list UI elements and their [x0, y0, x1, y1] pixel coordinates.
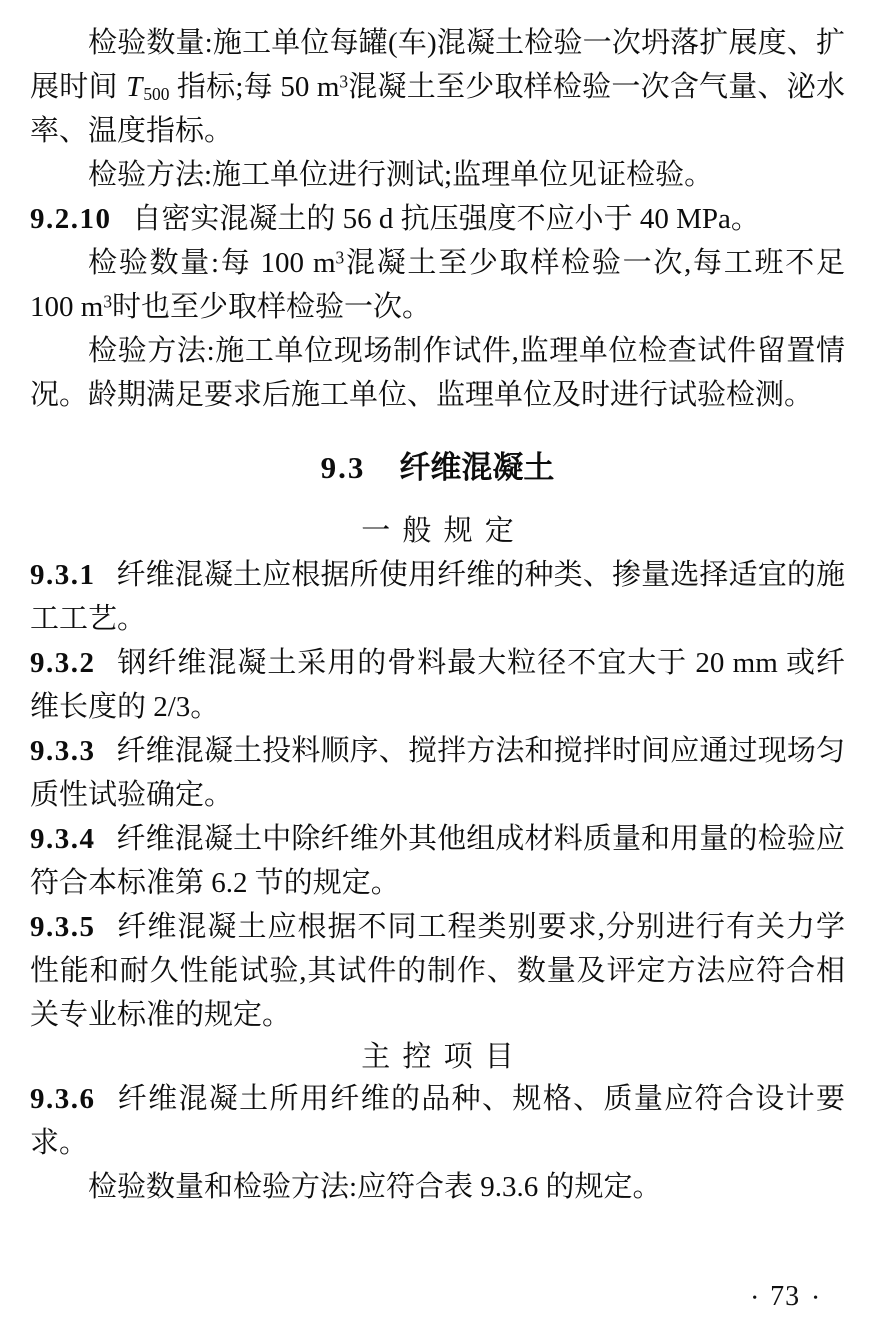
- subscript-500: 500: [143, 83, 170, 104]
- clause-number: 9.3.6: [30, 1083, 96, 1115]
- text-run: 钢纤维混凝土采用的骨料最大粒径不宜大于 20 mm 或纤维长度的 2/3。: [30, 647, 845, 723]
- superscript-cubic: 3: [339, 71, 349, 92]
- text-run: 混凝土至少取样检验一次含气量、泌水率、温度指标。: [30, 71, 845, 147]
- text-run: 检验数量:施工单位每罐(车)混凝土检验一次坍落扩展度、扩展时间: [30, 27, 845, 103]
- section-number: 9.3: [320, 450, 366, 485]
- text-run: 纤维混凝土中除纤维外其他组成材料质量和用量的检验应符合本标准第 6.2 节的规定。: [30, 823, 845, 899]
- clause-number: 9.2.10: [30, 203, 112, 235]
- text-run: 指标;每 50 m: [169, 71, 340, 103]
- text-run: 纤维混凝土投料顺序、搅拌方法和搅拌时间应通过现场匀质性试验确定。: [30, 735, 845, 811]
- paragraph-inspection-quantity-9-2: [30, 21, 845, 153]
- paragraph-inspection-method-9-2: [30, 153, 845, 197]
- text-run: 纤维混凝土应根据所使用纤维的种类、掺量选择适宜的施工工艺。: [30, 559, 845, 635]
- section-heading-9-3: [30, 445, 845, 491]
- clause-9-3-5: [30, 905, 845, 1037]
- page-footer: [0, 1279, 874, 1317]
- section-title: 纤维混凝土: [399, 450, 555, 485]
- paragraph-inspection-quantity-9-2-10: [30, 241, 845, 329]
- subheading-dominant-items: 主控项目: [361, 1041, 526, 1073]
- text-run: 检验数量:每 100 m: [88, 247, 336, 279]
- clause-number: 9.3.1: [30, 559, 96, 591]
- clause-number: 9.3.2: [30, 647, 96, 679]
- superscript-cubic: 3: [335, 247, 345, 268]
- clause-number: 9.3.5: [30, 911, 96, 943]
- clause-9-3-4: [30, 817, 845, 905]
- footer-dot-left-icon: •: [752, 1290, 758, 1306]
- text-run: 纤维混凝土应根据不同工程类别要求,分别进行有关力学性能和耐久性能试验,其试件的制作、数量及评定方法应符合相关专业标准的规定。: [30, 911, 845, 1031]
- text-run: 时也至少取样检验一次。: [112, 291, 432, 323]
- clause-number: 9.3.3: [30, 735, 96, 767]
- paragraph-inspection-method-9-2-10: [30, 329, 845, 417]
- text-run: 检验数量和检验方法:应符合表 9.3.6 的规定。: [88, 1171, 662, 1203]
- clause-9-3-6: [30, 1077, 845, 1165]
- paragraph-inspection-method-9-3-6: [30, 1165, 845, 1209]
- text-run: 自密实混凝土的 56 d 抗压强度不应小于 40 MPa。: [132, 203, 760, 235]
- clause-9-2-10: [30, 197, 845, 241]
- clause-9-3-2: [30, 641, 845, 729]
- clause-9-3-1: [30, 553, 845, 641]
- text-run: 检验方法:施工单位现场制作试件,监理单位检查试件留置情况。龄期满足要求后施工单位、监理单位及时进行试验检测。: [30, 335, 845, 411]
- subheading-general-provisions: 一般规定: [361, 515, 526, 547]
- variable-t500: T: [126, 71, 143, 103]
- superscript-cubic: 3: [103, 291, 113, 312]
- clause-9-3-3: [30, 729, 845, 817]
- footer-dot-right-icon: •: [813, 1290, 818, 1306]
- page-number: 73: [770, 1281, 801, 1312]
- text-run: 纤维混凝土所用纤维的品种、规格、质量应符合设计要求。: [30, 1083, 845, 1159]
- clause-number: 9.3.4: [30, 823, 96, 855]
- text-run: 检验方法:施工单位进行测试;监理单位见证检验。: [88, 159, 714, 191]
- text-run: 混凝土至少取样检验一次,每工班不足 100 m: [30, 247, 845, 323]
